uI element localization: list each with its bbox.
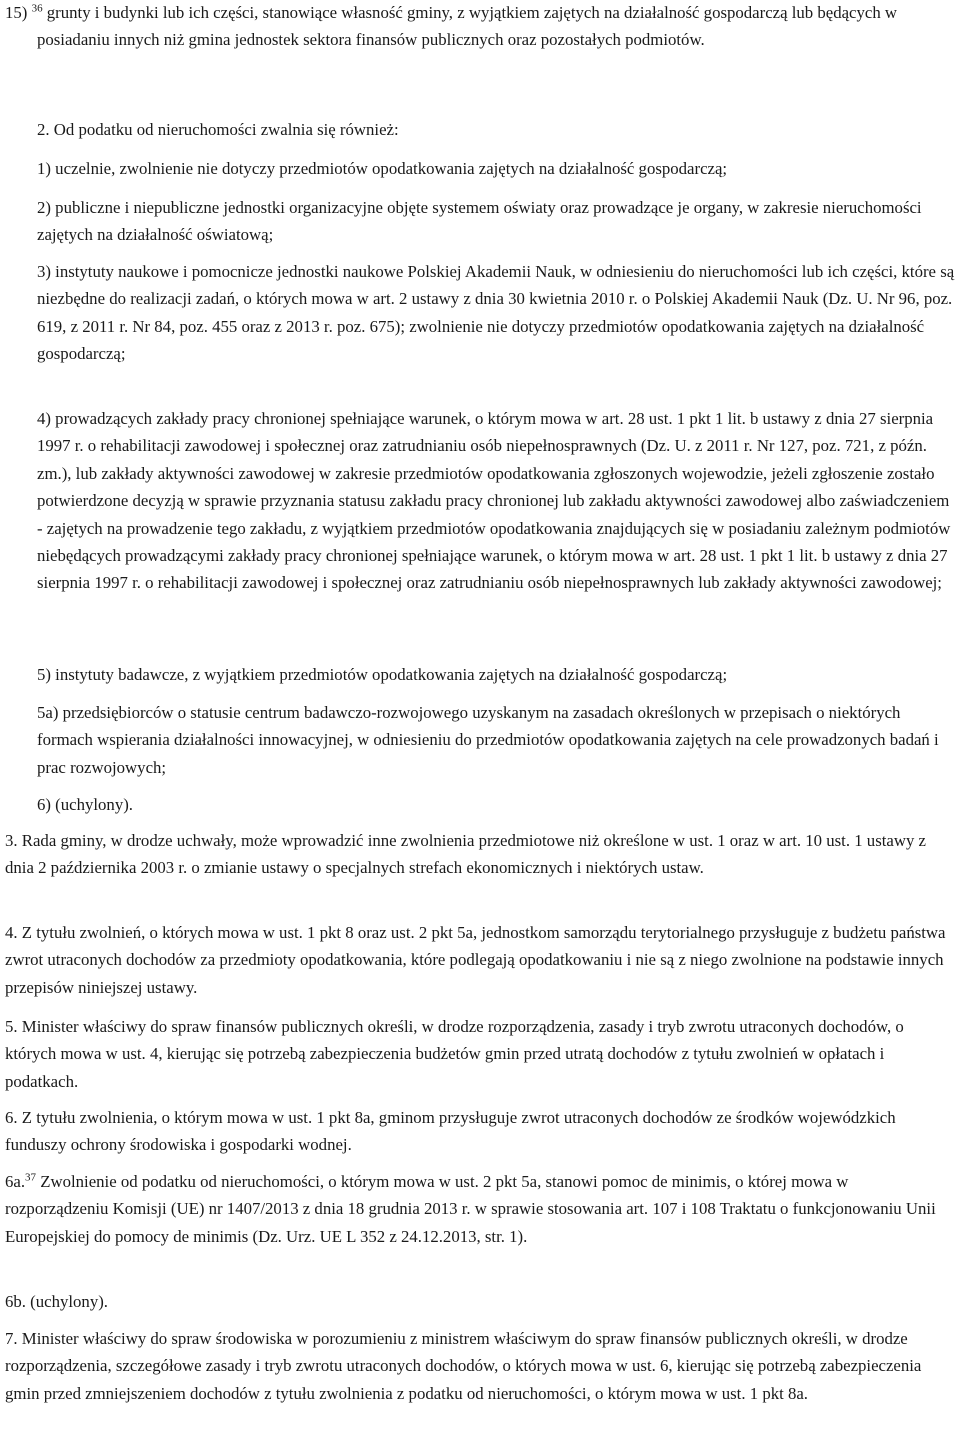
footnote-marker-36: 36: [31, 2, 43, 15]
section-2-heading: 2. Od podatku od nieruchomości zwalnia się również:: [37, 120, 399, 139]
section-2-point-3: 3) instytuty naukowe i pomocnicze jednostki naukowe Polskiej Akademii Nauk, w odniesieniu do nieruchomości lub ich części, które są niezbędne do realizacji zadań, o których mowa w art. 2 ustawy z dnia 30 kwietnia 2010 r. o Polskiej Akademii Nauk (Dz. U. Nr 96, poz. 619, z 2011 r. Nr 84, poz. 455 oraz z 2013 r. poz. 675); zwolnienie nie dotyczy przedmiotów opodatkowania zajętych na działalność gospodarczą;: [37, 262, 955, 364]
section-2-point-5a: 5a) przedsiębiorców o statusie centrum badawczo-rozwojowego uzyskanym na zasadach określonych w przepisach o niektórych formach wspierania działalności innowacyjnej, w odniesieniu do przedmiotów opodatkowania zajętych na cele prowadzonych badań i prac rozwojowych;: [37, 703, 939, 777]
section-7: 7. Minister właściwy do spraw środowiska w porozumieniu z ministrem właściwym do spraw finansów publicznych określi, w drodze rozporządzenia, szczegółowe zasady i tryb zwrotu utraconych dochodów, o których mowa w ust. 6, kierując się potrzebą zabezpieczenia gmin przed zmniejszeniem dochodów z tytułu zwolnienia z podatku od nieruchomości, o którym mowa w ust. 1 pkt 8a.: [5, 1329, 922, 1403]
section-4: 4. Z tytułu zwolnień, o których mowa w ust. 1 pkt 8 oraz ust. 2 pkt 5a, jednostkom samorządu terytorialnego przysługuje z budżetu państwa zwrot utraconych dochodów za przedmioty opodatkowania, które podlegają opodatkowaniu i nie są z niego zwolnione na podstawie innych przepisów niniejszej ustawy.: [5, 923, 946, 997]
item-text-15: grunty i budynki lub ich części, stanowiące własność gminy, z wyjątkiem zajętych na działalność gospodarczą lub będących w posiadaniu innych niż gmina jednostek sektora finansów publicznych oraz pozostałych podmiotów.: [37, 3, 898, 50]
paragraph-15: [5, 0, 955, 54]
section-6a-number: 6a.: [5, 1172, 26, 1191]
section-5: 5. Minister właściwy do spraw finansów publicznych określi, w drodze rozporządzenia, zasady i tryb zwrotu utraconych dochodów, o których mowa w ust. 4, kierując się potrzebą zabezpieczenia budżetów gmin przed utratą dochodów z tytułu zwolnień w opłatach i podatkach.: [5, 1017, 904, 1091]
section-2-point-5: 5) instytuty badawcze, z wyjątkiem przedmiotów opodatkowania zajętych na działalność gospodarczą;: [37, 665, 728, 684]
section-6b: 6b. (uchylony).: [5, 1292, 108, 1311]
item-number-15: 15): [5, 3, 32, 22]
section-2-point-1: 1) uczelnie, zwolnienie nie dotyczy przedmiotów opodatkowania zajętych na działalność gospodarczą;: [37, 159, 728, 178]
section-2-point-6: 6) (uchylony).: [37, 795, 134, 814]
section-6a: [5, 1168, 955, 1250]
section-3: 3. Rada gminy, w drodze uchwały, może wprowadzić inne zwolnienia przedmiotowe niż określone w ust. 1 oraz w art. 10 ust. 1 ustawy z dnia 2 października 2003 r. o zmianie ustawy o specjalnych strefach ekonomicznych i niektórych ustaw.: [5, 831, 926, 878]
section-2-point-4: 4) prowadzących zakłady pracy chronionej spełniające warunek, o którym mowa w art. 28 ust. 1 pkt 1 lit. b ustawy z dnia 27 sierpnia 1997 r. o rehabilitacji zawodowej i społecznej oraz zatrudnianiu osób niepełnosprawnych (Dz. U. z 2011 r. Nr 127, poz. 721, z późn. zm.), lub zakłady aktywności zawodowej w zakresie przedmiotów opodatkowania zgłoszonych wojewodzie, jeżeli zgłoszenie zostało potwierdzone decyzją w sprawie przyznania statusu zakładu pracy chronionej lub zakładu aktywności zawodowej albo zaświadczeniem - zajętych na prowadzenie tego zakładu, z wyjątkiem przedmiotów opodatkowania znajdujących się w posiadaniu zależnym podmiotów niebędących prowadzącymi zakłady pracy chronionej spełniające warunek, o którym mowa w art. 28 ust. 1 pkt 1 lit. b ustawy z dnia 27 sierpnia 1997 r. o rehabilitacji zawodowej i społecznej oraz zatrudnianiu osób niepełnosprawnych lub zakłady aktywności zawodowej;: [37, 409, 951, 593]
section-6a-text: Zwolnienie od podatku od nieruchomości, o którym mowa w ust. 2 pkt 5a, stanowi pomoc de minimis, o której mowa w rozporządzeniu Komisji (UE) nr 1407/2013 z dnia 18 grudnia 2013 r. w sprawie stosowania art. 107 i 108 Traktatu o funkcjonowaniu Unii Europejskiej do pomocy de minimis (Dz. Urz. UE L 352 z 24.12.2013, str. 1).: [5, 1172, 936, 1246]
section-2-point-2: 2) publiczne i niepubliczne jednostki organizacyjne objęte systemem oświaty oraz prowadzące je organy, w zakresie nieruchomości zajętych na działalność oświatową;: [37, 198, 922, 245]
section-6: 6. Z tytułu zwolnienia, o którym mowa w ust. 1 pkt 8a, gminom przysługuje zwrot utraconych dochodów ze środków wojewódzkich funduszy ochrony środowiska i gospodarki wodnej.: [5, 1108, 896, 1155]
footnote-marker-37: 37: [25, 1171, 37, 1184]
